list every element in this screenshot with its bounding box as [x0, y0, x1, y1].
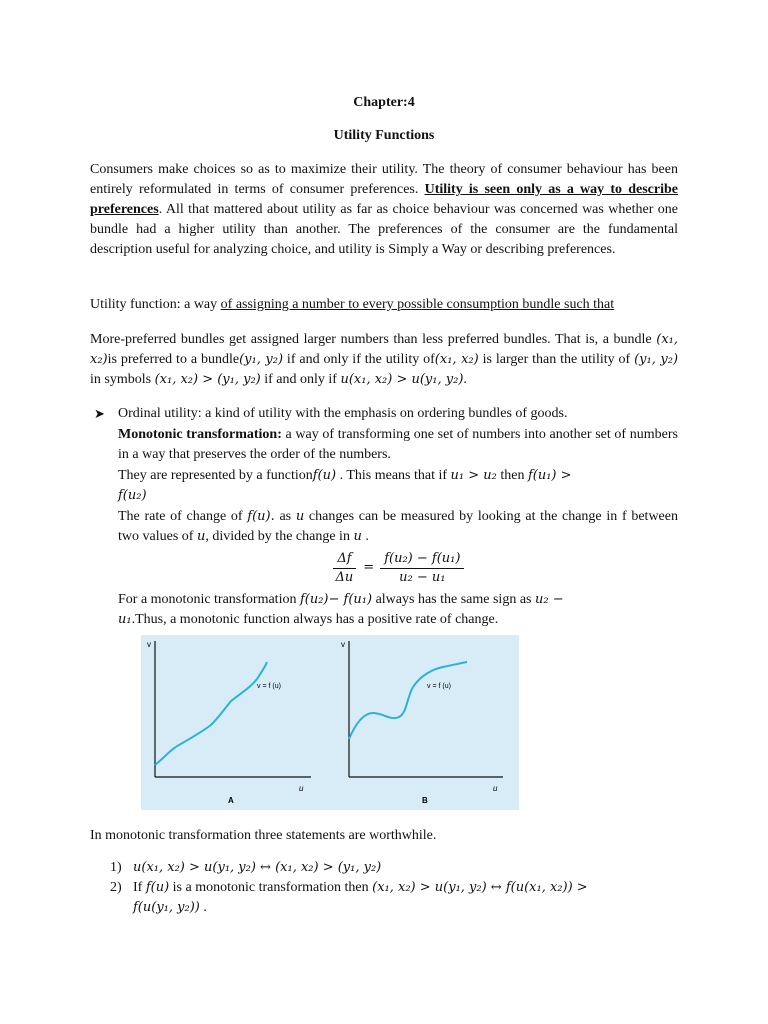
- sign-statement: [118, 590, 678, 631]
- monotonic-label: Monotonic transformation:: [118, 426, 282, 442]
- rate-of-change-line: [118, 507, 678, 548]
- sign-t1: For a monotonic transformation: [118, 591, 300, 607]
- rep-t3: then: [496, 467, 528, 483]
- panel-a-curve-label: v = f (u): [257, 683, 281, 690]
- rep-t2: . This means that if: [336, 467, 451, 483]
- fraction-lhs: [332, 550, 358, 587]
- pref-m1: (x₁, x₂): [90, 332, 678, 367]
- fraction-lhs-numerator: Δf: [333, 550, 355, 569]
- rep-m4: f(u₂): [118, 488, 147, 503]
- intro-paragraph: [90, 160, 678, 260]
- fraction-lhs-denominator: Δu: [335, 570, 354, 585]
- panel-a: [147, 640, 311, 805]
- panel-b-x-label: u: [493, 784, 498, 793]
- rate-t5: .: [361, 529, 369, 544]
- utility-def-underlined: of assigning a number to every possible consumption bundle such that: [220, 297, 615, 312]
- panel-b-y-label: v: [341, 640, 345, 649]
- panel-b: [341, 640, 503, 805]
- rep-m3: f(u₁) >: [527, 467, 572, 483]
- sign-t2: always has the same sign as: [372, 591, 535, 607]
- statement-1: [90, 858, 678, 878]
- statement-2-t2: is a monotonic transformation then: [169, 880, 373, 895]
- statement-1-number: 1): [110, 860, 122, 875]
- ordinal-utility-text: Ordinal utility: a kind of utility with the emphasis on ordering bundles of goods.: [118, 406, 568, 421]
- statement-2-t1: If: [133, 880, 146, 895]
- section-title: Utility Functions: [333, 128, 435, 143]
- representation-line: [118, 466, 678, 507]
- fraction-rhs-denominator: u₂ − u₁: [399, 570, 446, 585]
- fraction-rhs-numerator: f(u₂) − f(u₁): [380, 550, 464, 569]
- list-item: [90, 878, 678, 918]
- pref-t7: .: [463, 372, 467, 387]
- statement-1-math: u(x₁, x₂) > u(y₁, y₂) ↔ (x₁, x₂) > (y₁, y₂): [133, 860, 382, 875]
- sign-t3: .Thus, a monotonic function always has a positive rate of change.: [131, 612, 499, 627]
- pref-t3: if and only if the utility of: [283, 352, 435, 367]
- panel-a-y-label: v: [147, 640, 151, 649]
- pref-m2: (y₁, y₂): [239, 352, 284, 367]
- pref-m5: (x₁, x₂) > (y₁, y₂): [154, 372, 261, 387]
- chapter-heading: Chapter:4: [353, 95, 415, 110]
- equals-sign: =: [363, 560, 375, 576]
- rate-m4: u: [353, 529, 362, 544]
- utility-function-definition: [90, 295, 678, 315]
- preferred-bundles-paragraph: [90, 330, 678, 390]
- rate-t3: changes can be measured by looking at the change in f between two values of: [118, 508, 678, 544]
- utility-def-prefix: Utility function: a way: [90, 297, 221, 312]
- rate-t2: as: [274, 508, 296, 524]
- sign-m1: f(u₂)− f(u₁): [299, 591, 373, 607]
- monotonic-def-text: a way of transforming one set of numbers into another set of numbers in a way that preserves the order of the numbers.: [118, 426, 678, 462]
- pref-t2: is preferred to a bundle: [107, 352, 240, 367]
- panel-a-curve: [155, 662, 267, 765]
- statement-2-t3: .: [199, 900, 207, 915]
- rate-t4: , divided by the change in: [205, 529, 354, 544]
- list-item: [90, 858, 678, 878]
- intro-text-2: . All that mattered about utility as far as choice behaviour was concerned was whether one bundle had a higher utility than another. The preferences of the consumer are the fundamental description useful for analyzing choice, and utility is Simply a Way or describing preferences.: [90, 202, 678, 257]
- monotonic-function-figure: [141, 635, 519, 810]
- statement-2-number: 2): [110, 880, 122, 895]
- rep-t1: They are represented by a function: [118, 467, 313, 483]
- rate-m3: u: [196, 529, 206, 544]
- panel-a-x-label: u: [299, 784, 304, 793]
- rate-of-change-formula: [118, 548, 678, 590]
- statement-2-m2: (x₁, x₂) > u(y₁, y₂) ↔ f(u(x₁, x₂)) >: [372, 880, 588, 895]
- ordinal-utility-bullet: [94, 404, 678, 631]
- panel-b-caption: B: [422, 796, 428, 805]
- pref-t4: is larger than the utility of: [478, 352, 635, 367]
- fraction-rhs: [380, 550, 464, 587]
- pref-m3: (x₁, x₂): [434, 352, 479, 367]
- pref-m4: (y₁, y₂): [634, 352, 679, 367]
- sign-m3: u₁: [118, 612, 132, 627]
- statement-2-m1: f(u): [145, 880, 170, 895]
- rate-m2: u: [295, 508, 305, 524]
- intro-emphasis: Utility is seen only as a way to describe preferences: [90, 182, 679, 217]
- statement-2-m3: f(u(y₁, y₂)): [133, 900, 200, 915]
- panel-a-caption: A: [228, 796, 234, 805]
- figure-svg: [141, 635, 519, 810]
- statement-2: [90, 878, 678, 918]
- sign-m2: u₂ −: [535, 591, 564, 607]
- pref-t6: if and only if: [260, 372, 341, 387]
- rate-m1: f(u).: [247, 508, 275, 524]
- panel-b-curve: [349, 662, 467, 739]
- pref-m6: u(x₁, x₂) > u(y₁, y₂): [340, 372, 464, 387]
- intro-text-1: Consumers make choices so as to maximize their utility. The theory of consumer behaviour has been entirely reformulated in terms of consumer preferences.: [90, 162, 678, 197]
- rate-t1: The rate of change of: [118, 508, 248, 524]
- statements-intro: In monotonic transformation three statements are worthwhile.: [90, 828, 437, 843]
- rep-m1: f(u): [312, 467, 337, 483]
- pref-t1: More-preferred bundles get assigned larger numbers than less preferred bundles. That is, a bundle: [90, 332, 657, 347]
- rep-m2: u₁ > u₂: [450, 467, 497, 483]
- panel-b-curve-label: v = f (u): [427, 683, 451, 690]
- pref-t5: in symbols: [90, 372, 155, 387]
- arrow-bullet-icon: ➤: [94, 406, 105, 421]
- monotonic-definition: [118, 425, 678, 466]
